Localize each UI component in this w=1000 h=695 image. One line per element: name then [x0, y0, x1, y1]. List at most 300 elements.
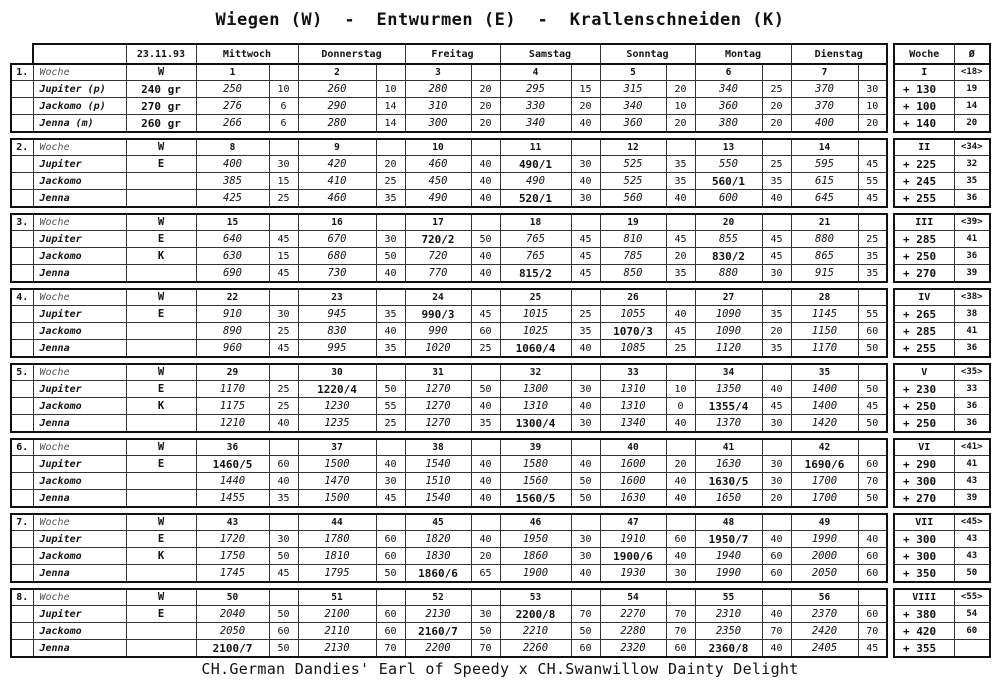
weight-gain: 40 — [571, 456, 600, 473]
summary-puppy-row — [894, 265, 990, 283]
day-number: 45 — [405, 514, 471, 531]
weight-value: 945 — [298, 306, 376, 323]
day-number: 5 — [600, 64, 666, 81]
weight-value: 1950 — [500, 531, 571, 548]
weight-gain: 65 — [471, 565, 500, 583]
week-header-row — [11, 139, 887, 156]
weight-value: 720/2 — [405, 231, 471, 248]
summary-puppy-row — [894, 398, 990, 415]
summary-puppy-row — [894, 306, 990, 323]
week-label: Woche — [33, 514, 126, 531]
day-number: 18 — [500, 214, 571, 231]
weight-gain: 30 — [571, 190, 600, 208]
empty-cell — [376, 214, 405, 231]
summary-week: I — [894, 64, 954, 81]
weight-gain: 10 — [858, 98, 887, 115]
puppy-name: Jackomo — [33, 473, 126, 490]
weight-gain: 20 — [858, 115, 887, 133]
summary-puppy-row — [894, 415, 990, 433]
weight-value: 1930 — [600, 565, 666, 583]
summary-daily-avg: 41 — [954, 323, 990, 340]
summary-puppy-row — [894, 623, 990, 640]
procedure-symbol: E — [126, 231, 196, 248]
weight-gain: 45 — [269, 340, 298, 358]
summary-puppy-row — [894, 115, 990, 133]
week-separator — [11, 507, 887, 514]
weight-value: 1455 — [196, 490, 269, 508]
weight-value: 2260 — [500, 640, 571, 658]
week-number-blank — [11, 415, 33, 433]
puppy-name: Jackomo — [33, 623, 126, 640]
weight-gain: 50 — [269, 606, 298, 623]
empty-cell — [471, 64, 500, 81]
weight-value: 370 — [791, 81, 858, 98]
week-label: Woche — [33, 589, 126, 606]
puppy-name: Jupiter — [33, 306, 126, 323]
day-number: 24 — [405, 289, 471, 306]
empty-cell — [666, 514, 695, 531]
weight-gain: 30 — [762, 456, 791, 473]
puppy-row — [11, 606, 887, 623]
weight-value: 460 — [298, 190, 376, 208]
week-number-blank — [11, 115, 33, 133]
summary-daily-avg: 20 — [954, 115, 990, 133]
weight-gain: 25 — [376, 415, 405, 433]
puppy-row — [11, 456, 887, 473]
weight-gain: 30 — [762, 265, 791, 283]
header-date: 23.11.93 — [126, 44, 196, 64]
day-number: 34 — [695, 364, 762, 381]
summary-gain: + 130 — [894, 81, 954, 98]
weight-gain: 15 — [571, 81, 600, 98]
weight-gain: 60 — [762, 565, 791, 583]
weight-gain: 15 — [269, 248, 298, 265]
summary-week: VIII — [894, 589, 954, 606]
week-label: Woche — [33, 289, 126, 306]
weight-value: 865 — [791, 248, 858, 265]
weight-value: 1175 — [196, 398, 269, 415]
weight-value: 1860 — [500, 548, 571, 565]
header-day: Sonntag — [600, 44, 695, 64]
day-number: 17 — [405, 214, 471, 231]
procedure-symbol: E — [126, 381, 196, 398]
summary-gain: + 420 — [894, 623, 954, 640]
weight-value: 490 — [405, 190, 471, 208]
procedure-symbol: W — [126, 364, 196, 381]
weight-value: 910 — [196, 306, 269, 323]
day-number: 23 — [298, 289, 376, 306]
start-weight: 260 gr — [126, 115, 196, 133]
summary-daily-avg: 36 — [954, 248, 990, 265]
weight-gain: 20 — [666, 248, 695, 265]
empty-cell — [571, 139, 600, 156]
puppy-name: Jupiter — [33, 606, 126, 623]
weight-value: 1170 — [791, 340, 858, 358]
empty-cell — [269, 439, 298, 456]
procedure-symbol: W — [126, 214, 196, 231]
weight-gain: 14 — [376, 115, 405, 133]
procedure-symbol — [126, 190, 196, 208]
weight-gain: 30 — [269, 531, 298, 548]
weight-value: 1230 — [298, 398, 376, 415]
day-number: 54 — [600, 589, 666, 606]
week-number-blank — [11, 640, 33, 658]
weight-value: 1810 — [298, 548, 376, 565]
weight-gain: 50 — [269, 640, 298, 658]
weight-value: 1560/5 — [500, 490, 571, 508]
weight-gain: 20 — [762, 115, 791, 133]
weight-gain: 50 — [571, 490, 600, 508]
weight-value: 2000 — [791, 548, 858, 565]
summary-daily-avg: 50 — [954, 565, 990, 583]
summary-gain: + 250 — [894, 248, 954, 265]
weight-value: 1420 — [791, 415, 858, 433]
weight-gain: 25 — [269, 323, 298, 340]
weight-gain: 20 — [666, 81, 695, 98]
weight-gain: 25 — [858, 231, 887, 248]
weight-value: 2100 — [298, 606, 376, 623]
weight-gain: 40 — [269, 473, 298, 490]
weight-value: 995 — [298, 340, 376, 358]
weight-gain: 25 — [762, 81, 791, 98]
weight-value: 276 — [196, 98, 269, 115]
summary-week: V — [894, 364, 954, 381]
weight-gain: 30 — [269, 156, 298, 173]
day-number: 21 — [791, 214, 858, 231]
weight-gain: 40 — [571, 398, 600, 415]
procedure-symbol — [126, 173, 196, 190]
weight-gain: 60 — [858, 456, 887, 473]
weight-gain: 35 — [762, 173, 791, 190]
weight-value: 630 — [196, 248, 269, 265]
empty-cell — [858, 139, 887, 156]
separator-cell — [11, 132, 887, 139]
weight-gain: 30 — [376, 473, 405, 490]
header-day: Mittwoch — [196, 44, 298, 64]
weight-gain: 60 — [376, 548, 405, 565]
weight-gain: 35 — [471, 415, 500, 433]
week-separator — [11, 282, 887, 289]
summary-week-row — [894, 514, 990, 531]
summary-daily-avg: 39 — [954, 490, 990, 508]
weight-value: 2110 — [298, 623, 376, 640]
summary-avg: <41> — [954, 439, 990, 456]
week-number-blank — [11, 173, 33, 190]
weight-gain: 40 — [762, 606, 791, 623]
weight-gain: 35 — [269, 490, 298, 508]
weight-value: 680 — [298, 248, 376, 265]
puppy-name: Jackomo — [33, 398, 126, 415]
puppy-name: Jenna — [33, 490, 126, 508]
separator-cell — [11, 282, 887, 289]
day-number: 36 — [196, 439, 269, 456]
weight-gain: 40 — [666, 415, 695, 433]
puppy-name: Jackomo (p) — [33, 98, 126, 115]
weight-value: 1150 — [791, 323, 858, 340]
week-separator — [894, 432, 990, 439]
weight-value: 2280 — [600, 623, 666, 640]
header-day: Freitag — [405, 44, 500, 64]
weight-value: 1780 — [298, 531, 376, 548]
weight-gain: 35 — [571, 323, 600, 340]
day-number: 9 — [298, 139, 376, 156]
weight-value: 370 — [791, 98, 858, 115]
day-number: 3 — [405, 64, 471, 81]
weight-gain: 60 — [666, 531, 695, 548]
weight-gain: 45 — [762, 248, 791, 265]
summary-gain: + 140 — [894, 115, 954, 133]
weight-value: 1055 — [600, 306, 666, 323]
weight-gain: 70 — [376, 640, 405, 658]
weight-gain: 45 — [858, 640, 887, 658]
weight-value: 1600 — [600, 456, 666, 473]
week-header-row — [11, 364, 887, 381]
weight-value: 1750 — [196, 548, 269, 565]
weight-gain: 55 — [858, 173, 887, 190]
puppy-row — [11, 115, 887, 133]
week-header-row — [11, 64, 887, 81]
day-number: 42 — [791, 439, 858, 456]
weight-value: 2130 — [405, 606, 471, 623]
weight-value: 1020 — [405, 340, 471, 358]
weight-value: 850 — [600, 265, 666, 283]
summary-gain: + 380 — [894, 606, 954, 623]
weight-gain: 45 — [269, 265, 298, 283]
procedure-symbol: W — [126, 589, 196, 606]
weight-gain: 40 — [376, 323, 405, 340]
puppy-row — [11, 340, 887, 358]
day-number: 49 — [791, 514, 858, 531]
header-day: Montag — [695, 44, 791, 64]
empty-cell — [666, 64, 695, 81]
empty-cell — [762, 514, 791, 531]
weight-value: 1340 — [600, 415, 666, 433]
page-title: Wiegen (W) - Entwurmen (E) - Krallenschneiden (K) — [215, 10, 785, 30]
week-number-blank — [11, 81, 33, 98]
puppy-row — [11, 173, 887, 190]
weight-value: 1690/6 — [791, 456, 858, 473]
weight-gain: 60 — [269, 456, 298, 473]
weight-value: 1560 — [500, 473, 571, 490]
day-number: 56 — [791, 589, 858, 606]
weight-value: 2160/7 — [405, 623, 471, 640]
weight-gain: 30 — [571, 381, 600, 398]
week-number-blank — [11, 265, 33, 283]
weight-value: 1460/5 — [196, 456, 269, 473]
weight-gain: 70 — [858, 623, 887, 640]
weight-value: 1990 — [695, 565, 762, 583]
week-separator — [894, 507, 990, 514]
day-number: 55 — [695, 589, 762, 606]
empty-cell — [666, 439, 695, 456]
weight-value: 290 — [298, 98, 376, 115]
weight-gain: 30 — [376, 231, 405, 248]
weight-gain: 40 — [471, 490, 500, 508]
weight-value: 1830 — [405, 548, 471, 565]
empty-cell — [471, 514, 500, 531]
puppy-name: Jenna — [33, 415, 126, 433]
day-number: 19 — [600, 214, 666, 231]
week-header-row — [11, 289, 887, 306]
empty-cell — [858, 289, 887, 306]
week-number-blank — [11, 473, 33, 490]
weight-value: 1085 — [600, 340, 666, 358]
weight-value: 1355/4 — [695, 398, 762, 415]
puppy-name: Jupiter — [33, 231, 126, 248]
weight-gain: 14 — [376, 98, 405, 115]
weight-value: 2350 — [695, 623, 762, 640]
weight-value: 1400 — [791, 381, 858, 398]
weight-gain: 50 — [376, 381, 405, 398]
weight-gain: 60 — [858, 565, 887, 583]
weight-gain: 30 — [762, 473, 791, 490]
procedure-symbol — [126, 565, 196, 583]
summary-avg: <35> — [954, 364, 990, 381]
procedure-symbol: W — [126, 139, 196, 156]
week-number-blank — [11, 623, 33, 640]
procedure-symbol — [126, 473, 196, 490]
puppy-row — [11, 490, 887, 508]
weight-value: 1795 — [298, 565, 376, 583]
empty-cell — [571, 289, 600, 306]
summary-daily-avg: 41 — [954, 231, 990, 248]
weight-gain: 40 — [269, 415, 298, 433]
weight-gain: 60 — [269, 623, 298, 640]
weight-value: 1370 — [695, 415, 762, 433]
empty-cell — [269, 589, 298, 606]
weight-value: 250 — [196, 81, 269, 98]
day-number: 8 — [196, 139, 269, 156]
week-number: 8. — [11, 589, 33, 606]
weight-value: 330 — [500, 98, 571, 115]
weight-gain: 70 — [571, 606, 600, 623]
procedure-symbol: K — [126, 248, 196, 265]
procedure-symbol: E — [126, 456, 196, 473]
separator-cell — [11, 432, 887, 439]
weight-value: 830/2 — [695, 248, 762, 265]
weight-value: 1300/4 — [500, 415, 571, 433]
header-day: Dienstag — [791, 44, 887, 64]
summary-puppy-row — [894, 173, 990, 190]
procedure-symbol — [126, 340, 196, 358]
week-separator — [11, 582, 887, 589]
weight-value: 730 — [298, 265, 376, 283]
procedure-symbol: W — [126, 439, 196, 456]
summary-puppy-row — [894, 340, 990, 358]
weight-value: 520/1 — [500, 190, 571, 208]
day-number: 31 — [405, 364, 471, 381]
empty-cell — [666, 139, 695, 156]
summary-daily-avg: 33 — [954, 381, 990, 398]
day-number: 14 — [791, 139, 858, 156]
weight-value: 2200 — [405, 640, 471, 658]
weight-value: 315 — [600, 81, 666, 98]
weight-gain: 40 — [666, 306, 695, 323]
week-number-blank — [11, 98, 33, 115]
summary-week-row — [894, 139, 990, 156]
weight-value: 600 — [695, 190, 762, 208]
day-number: 47 — [600, 514, 666, 531]
weight-value: 360 — [600, 115, 666, 133]
summary-daily-avg: 41 — [954, 456, 990, 473]
weight-gain: 40 — [471, 173, 500, 190]
day-number: 41 — [695, 439, 762, 456]
separator-cell — [11, 207, 887, 214]
weight-value: 1400 — [791, 398, 858, 415]
weight-value: 280 — [298, 115, 376, 133]
weight-value: 770 — [405, 265, 471, 283]
empty-cell — [471, 589, 500, 606]
weight-value: 280 — [405, 81, 471, 98]
separator-cell — [11, 507, 887, 514]
summary-gain: + 270 — [894, 265, 954, 283]
weight-gain: 50 — [858, 340, 887, 358]
weight-gain: 40 — [571, 340, 600, 358]
weight-value: 340 — [600, 98, 666, 115]
weight-value: 855 — [695, 231, 762, 248]
week-separator — [11, 357, 887, 364]
empty-cell — [762, 439, 791, 456]
day-number: 30 — [298, 364, 376, 381]
weight-gain: 60 — [858, 548, 887, 565]
day-number: 37 — [298, 439, 376, 456]
weight-value: 2050 — [791, 565, 858, 583]
puppy-name: Jupiter (p) — [33, 81, 126, 98]
week-number: 3. — [11, 214, 33, 231]
weight-gain: 40 — [471, 398, 500, 415]
weight-gain: 30 — [571, 415, 600, 433]
weight-value: 830 — [298, 323, 376, 340]
summary-puppy-row — [894, 98, 990, 115]
weight-value: 2040 — [196, 606, 269, 623]
weight-gain: 70 — [762, 623, 791, 640]
weight-value: 1900 — [500, 565, 571, 583]
weight-value: 1310 — [600, 398, 666, 415]
weight-value: 1950/7 — [695, 531, 762, 548]
weight-value: 1025 — [500, 323, 571, 340]
weight-gain: 45 — [762, 398, 791, 415]
weight-value: 1090 — [695, 323, 762, 340]
summary-daily-avg: 36 — [954, 340, 990, 358]
weight-gain: 40 — [471, 456, 500, 473]
weight-gain: 30 — [858, 81, 887, 98]
weight-value: 1015 — [500, 306, 571, 323]
summary-gain: + 100 — [894, 98, 954, 115]
weight-gain: 30 — [571, 531, 600, 548]
summary-table — [893, 43, 991, 658]
weight-value: 2420 — [791, 623, 858, 640]
weight-value: 1350 — [695, 381, 762, 398]
puppy-row — [11, 248, 887, 265]
week-number: 7. — [11, 514, 33, 531]
empty-cell — [471, 139, 500, 156]
weight-value: 1070/3 — [600, 323, 666, 340]
week-number-blank — [11, 531, 33, 548]
weight-value: 385 — [196, 173, 269, 190]
summary-daily-avg: 19 — [954, 81, 990, 98]
summary-header-avg: Ø — [954, 44, 990, 64]
week-number-blank — [11, 323, 33, 340]
empty-cell — [376, 589, 405, 606]
weight-gain: 10 — [376, 81, 405, 98]
summary-daily-avg: 38 — [954, 306, 990, 323]
week-number: 2. — [11, 139, 33, 156]
weight-value: 1060/4 — [500, 340, 571, 358]
day-number: 1 — [196, 64, 269, 81]
weight-gain: 30 — [666, 565, 695, 583]
summary-puppy-row — [894, 473, 990, 490]
week-header-row — [11, 214, 887, 231]
